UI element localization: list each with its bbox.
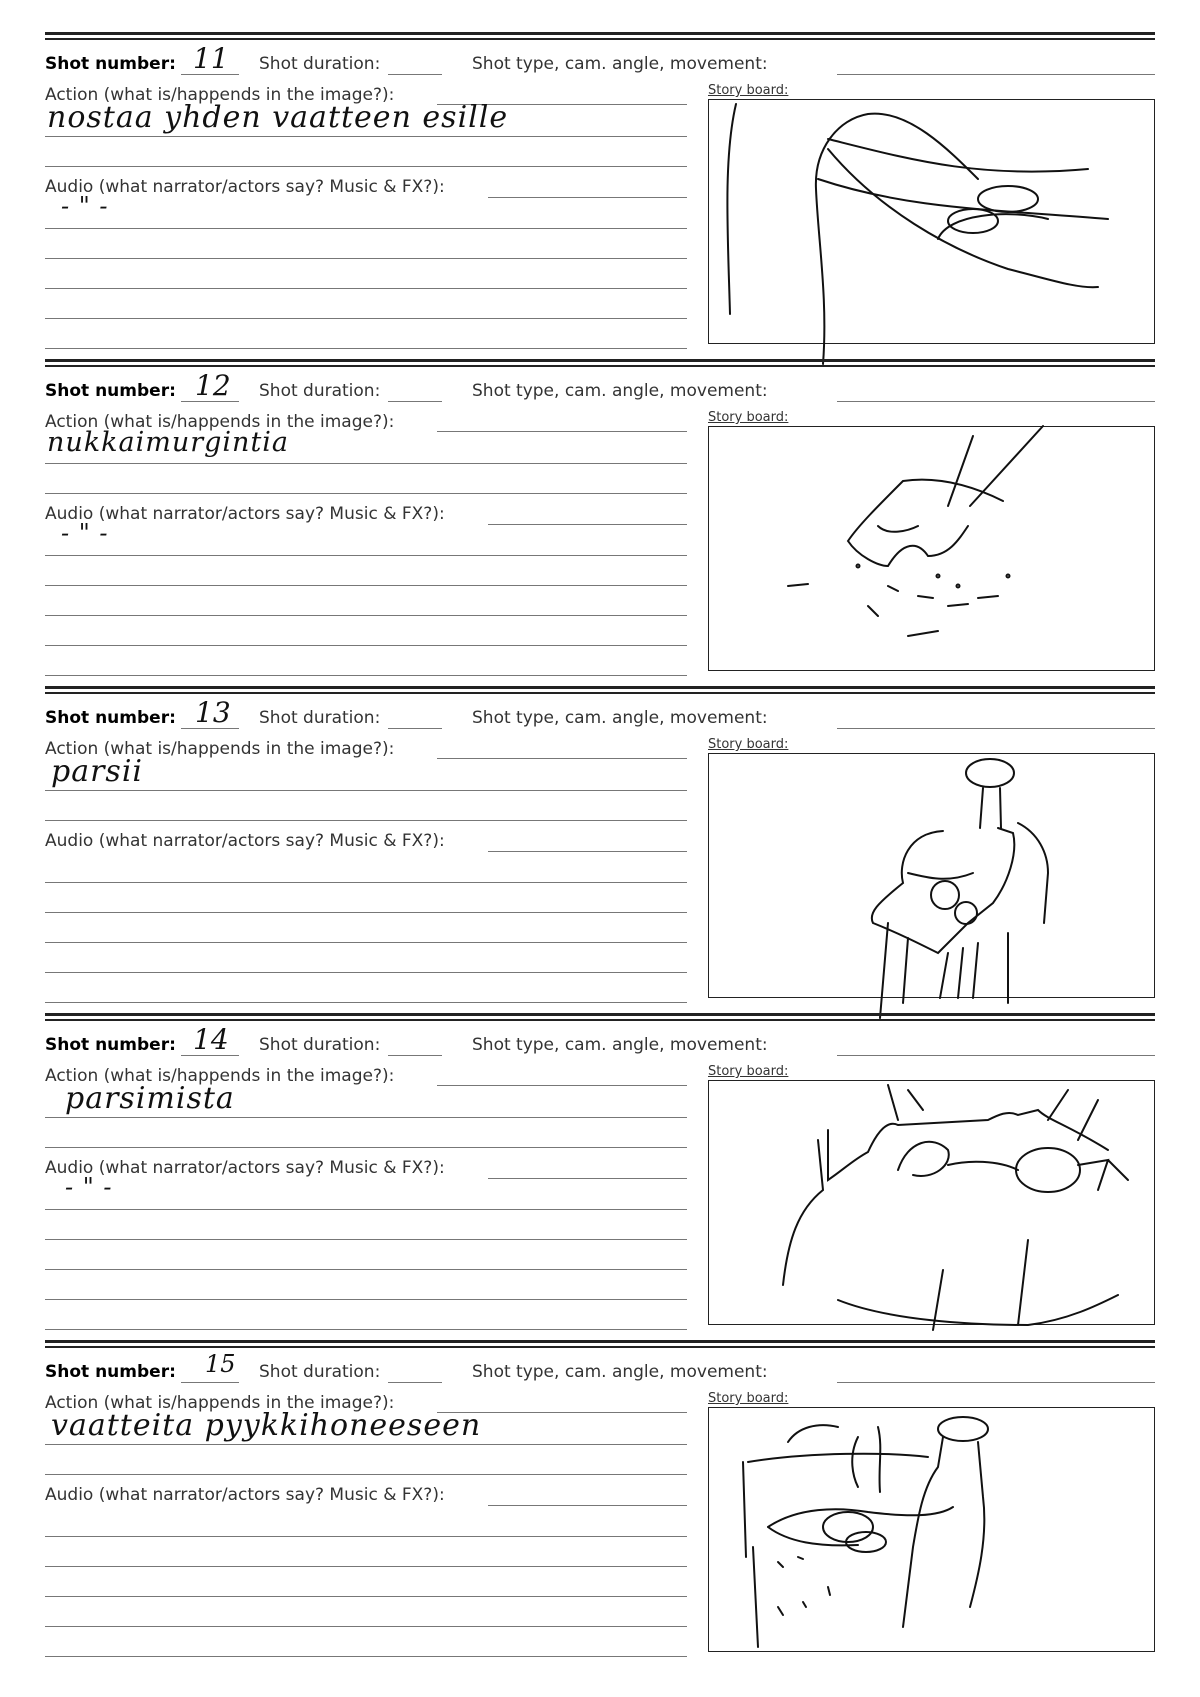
audio-label: Audio (what narrator/actors say? Music & FX?): — [45, 1485, 445, 1505]
shot-block-15 — [45, 1340, 1155, 1670]
storyboard-sketch — [708, 753, 1153, 996]
shot-duration-label: Shot duration: — [259, 54, 381, 74]
story-board-label: Story board: — [708, 1391, 789, 1406]
action-text[interactable]: parsimista — [65, 1081, 235, 1116]
audio-text[interactable]: - " - — [61, 519, 109, 547]
shot-number-value[interactable]: 14 — [193, 1023, 229, 1056]
shot-block-13 — [45, 686, 1155, 1016]
action-label: Action (what is/happends in the image?): — [45, 1066, 395, 1086]
story-board-label: Story board: — [708, 737, 789, 752]
shot-number-value[interactable]: 11 — [193, 42, 229, 75]
shot-number-label: Shot number: — [45, 54, 176, 74]
storyboard-sketch — [708, 99, 1153, 342]
shot-number-label: Shot number: — [45, 1035, 176, 1055]
storyboard-sketch — [708, 1407, 1153, 1650]
separator — [45, 38, 1155, 40]
action-text[interactable]: parsii — [51, 754, 144, 789]
storyboard-sketch — [708, 1080, 1153, 1323]
shot-duration-label: Shot duration: — [259, 1362, 381, 1382]
shot-type-label: Shot type, cam. angle, movement: — [472, 54, 768, 74]
shot-type-label: Shot type, cam. angle, movement: — [472, 1035, 768, 1055]
action-label: Action (what is/happends in the image?): — [45, 412, 395, 432]
story-board-label: Story board: — [708, 1064, 789, 1079]
shot-number-value[interactable]: 13 — [195, 696, 231, 729]
shot-number-label: Shot number: — [45, 1362, 176, 1382]
storyboard-sketch — [708, 426, 1153, 669]
action-label: Action (what is/happends in the image?): — [45, 739, 395, 759]
shot-type-label: Shot type, cam. angle, movement: — [472, 708, 768, 728]
shot-number-value[interactable]: 15 — [205, 1350, 236, 1378]
audio-text[interactable]: - " - — [61, 192, 109, 220]
action-text[interactable]: vaatteita pyykkihoneeseen — [51, 1408, 482, 1443]
shot-duration-label: Shot duration: — [259, 1035, 381, 1055]
action-text[interactable]: nostaa yhden vaatteen esille — [47, 100, 509, 135]
separator — [45, 32, 1155, 35]
shot-duration-label: Shot duration: — [259, 381, 381, 401]
audio-label: Audio (what narrator/actors say? Music & FX?): — [45, 504, 445, 524]
shot-duration-label: Shot duration: — [259, 708, 381, 728]
story-board-label: Story board: — [708, 410, 789, 425]
shot-block-14 — [45, 1013, 1155, 1343]
audio-text[interactable]: - " - — [65, 1173, 113, 1201]
audio-label: Audio (what narrator/actors say? Music & FX?): — [45, 831, 445, 851]
action-text[interactable]: nukkaimurgintia — [47, 427, 290, 458]
shot-number-label: Shot number: — [45, 708, 176, 728]
story-board-label: Story board: — [708, 83, 789, 98]
shot-block-11 — [45, 32, 1155, 362]
shot-type-label: Shot type, cam. angle, movement: — [472, 1362, 768, 1382]
shot-number-label: Shot number: — [45, 381, 176, 401]
shot-number-value[interactable]: 12 — [195, 369, 231, 402]
audio-label: Audio (what narrator/actors say? Music & FX?): — [45, 177, 445, 197]
action-label: Action (what is/happends in the image?): — [45, 85, 395, 105]
shot-block-12 — [45, 359, 1155, 689]
shot-type-label: Shot type, cam. angle, movement: — [472, 381, 768, 401]
audio-label: Audio (what narrator/actors say? Music & FX?): — [45, 1158, 445, 1178]
action-label: Action (what is/happends in the image?): — [45, 1393, 395, 1413]
